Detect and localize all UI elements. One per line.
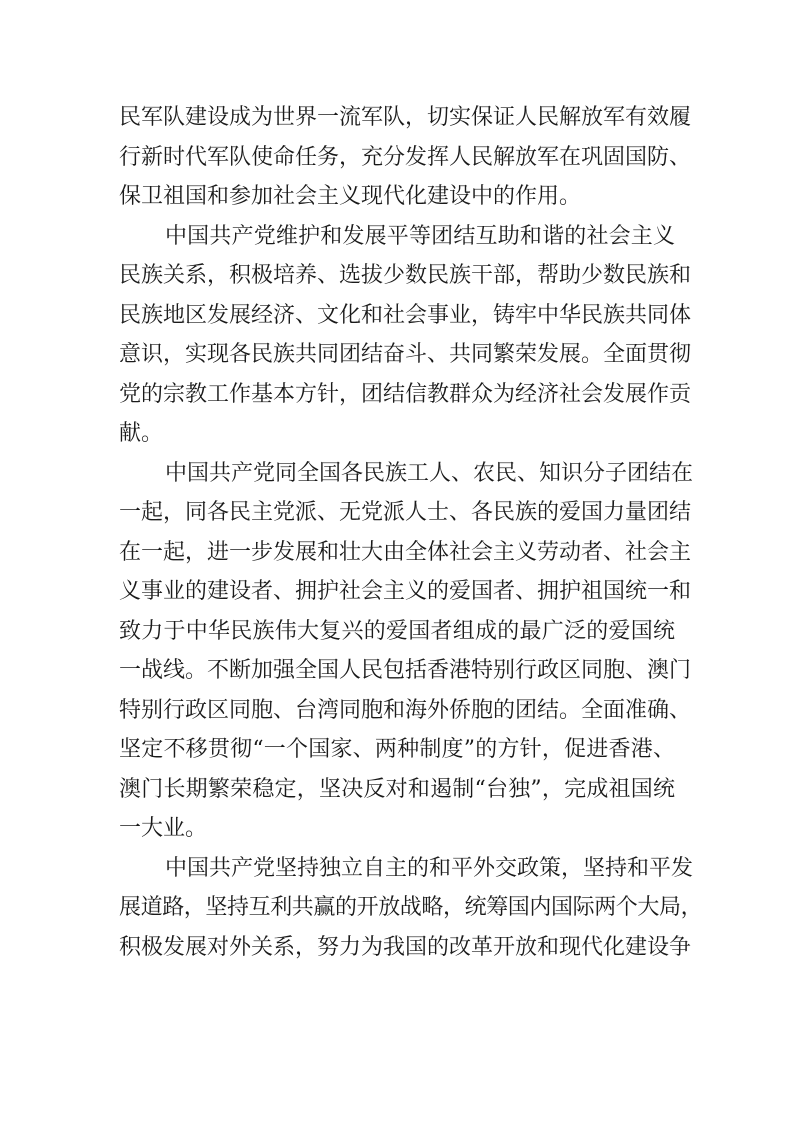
text-line: 意识，实现各民族共同团结奋斗、共同繁荣发展。全面贯彻: [119, 342, 692, 367]
text-line: 民族关系，积极培养、选拔少数民族干部，帮助少数民族和: [119, 263, 692, 288]
text-line: 保卫祖国和参加社会主义现代化建设中的作用。: [119, 184, 582, 209]
text-line: 中国共产党同全国各民族工人、农民、知识分子团结在: [165, 460, 694, 486]
text-line: 献。: [119, 421, 164, 446]
text-line: 民军队建设成为世界一流军队，切实保证人民解放军有效履: [119, 105, 692, 130]
text-line: 积极发展对外关系，努力为我国的改革开放和现代化建设争: [119, 934, 692, 960]
text-line: 特别行政区同胞、台湾同胞和海外侨胞的团结。全面准确、: [119, 697, 692, 723]
text-line: 中国共产党维护和发展平等团结互助和谐的社会主义: [165, 223, 675, 249]
text-line: 中国共产党坚持独立自主的和平外交政策，坚持和平发: [165, 855, 694, 881]
text-line: 行新时代军队使命任务，充分发挥人民解放军在巩固国防、: [119, 144, 692, 170]
text-line: 坚定不移贯彻“一个国家、两种制度”的方针，促进香港、: [119, 737, 675, 762]
text-line: 民族地区发展经济、文化和社会事业，铸牢中华民族共同体: [119, 302, 692, 328]
text-line: 一起，同各民主党派、无党派人士、各民族的爱国力量团结: [119, 500, 692, 525]
document-body: [119, 98, 703, 967]
text-line: 澳门长期繁荣稳定，坚决反对和遏制“台独”，完成祖国统: [119, 776, 675, 802]
text-line: 致力于中华民族伟大复兴的爱国者组成的最广泛的爱国统: [119, 618, 675, 644]
text-line: 一大业。: [119, 816, 208, 841]
text-line: 展道路，坚持互利共赢的开放战略，统筹国内国际两个大局，: [119, 895, 703, 920]
text-line: 一战线。不断加强全国人民包括香港特别行政区同胞、澳门: [119, 658, 692, 683]
text-line: 义事业的建设者、拥护社会主义的爱国者、拥护祖国统一和: [119, 579, 692, 604]
text-line: 在一起，进一步发展和壮大由全体社会主义劳动者、社会主: [119, 539, 692, 565]
text-line: 党的宗教工作基本方针，团结信教群众为经济社会发展作贡: [119, 381, 692, 407]
